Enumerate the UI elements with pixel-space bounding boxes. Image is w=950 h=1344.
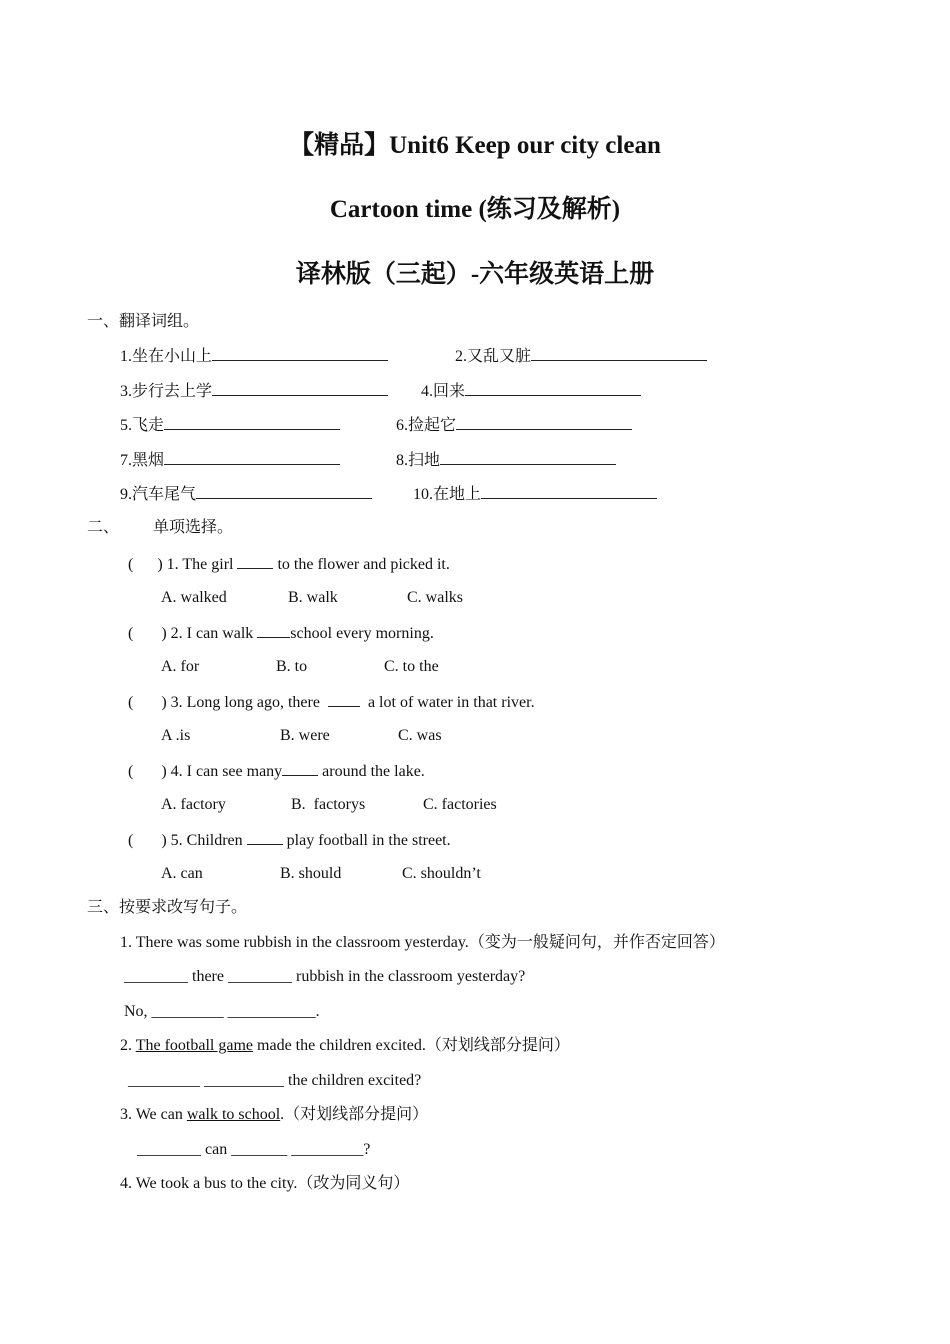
rewrite-question-2: 2. The football game made the children excited.（对划线部分提问） bbox=[120, 1037, 570, 1054]
option-c[interactable]: C. walks bbox=[407, 589, 463, 606]
answer-blank[interactable] bbox=[440, 449, 616, 465]
question-row: ( ) 4. I can see many around the lake. bbox=[128, 760, 425, 782]
option-b[interactable]: B. were bbox=[280, 727, 330, 744]
answer-blank[interactable] bbox=[282, 760, 318, 776]
answer-blank[interactable] bbox=[465, 380, 641, 396]
answer-blank[interactable] bbox=[247, 829, 283, 845]
section-3-heading: 三、按要求改写句子。 bbox=[87, 899, 248, 916]
title-line-3: 译林版（三起）-六年级英语上册 bbox=[295, 261, 655, 288]
answer-line: ________ there ________ rubbish in the classroom yesterday? bbox=[124, 968, 526, 985]
phrase-item: 5.飞走 bbox=[120, 414, 340, 436]
option-b[interactable]: B. factorys bbox=[291, 796, 366, 813]
answer-blank[interactable] bbox=[531, 345, 707, 361]
answer-line: No, _________ ___________. bbox=[124, 1003, 320, 1020]
answer-blank[interactable] bbox=[212, 345, 388, 361]
title-line-2: Cartoon time (练习及解析) bbox=[329, 196, 621, 223]
answer-blank[interactable] bbox=[328, 691, 360, 707]
option-c[interactable]: C. shouldn’t bbox=[402, 865, 481, 882]
section-1-heading: 一、翻译词组。 bbox=[87, 313, 200, 330]
phrase-item: 9.汽车尾气 bbox=[120, 483, 372, 505]
option-a[interactable]: A. walked bbox=[161, 589, 227, 606]
option-a[interactable]: A. factory bbox=[161, 796, 226, 813]
option-b[interactable]: B. should bbox=[280, 865, 342, 882]
phrase-item: 3.步行去上学 bbox=[120, 380, 388, 402]
title-line-1: 【精品】Unit6 Keep our city clean bbox=[289, 132, 661, 159]
rewrite-question-4: 4. We took a bus to the city.（改为同义句） bbox=[120, 1175, 410, 1192]
phrase-item: 7.黑烟 bbox=[120, 449, 340, 471]
question-row: ( ) 3. Long long ago, there a lot of water in that river. bbox=[128, 691, 535, 713]
phrase-item: 4.回来 bbox=[421, 380, 641, 402]
option-b[interactable]: B. to bbox=[276, 658, 308, 675]
section-2-heading: 二、 单项选择。 bbox=[87, 519, 234, 536]
option-b[interactable]: B. walk bbox=[288, 589, 338, 606]
answer-line: ________ can _______ _________? bbox=[137, 1141, 371, 1158]
answer-blank[interactable] bbox=[257, 622, 290, 638]
underlined-phrase: walk to school bbox=[186, 1106, 281, 1123]
question-row: ( ) 5. Children play football in the street. bbox=[128, 829, 451, 851]
phrase-item: 10.在地上 bbox=[413, 483, 657, 505]
option-a[interactable]: A .is bbox=[161, 727, 191, 744]
rewrite-question-3: 3. We can walk to school.（对划线部分提问） bbox=[120, 1106, 429, 1123]
answer-blank[interactable] bbox=[164, 449, 340, 465]
answer-blank[interactable] bbox=[164, 414, 340, 430]
option-c[interactable]: C. factories bbox=[423, 796, 497, 813]
phrase-item: 6.捡起它 bbox=[396, 414, 632, 436]
option-c[interactable]: C. to the bbox=[384, 658, 439, 675]
phrase-item: 2.又乱又脏 bbox=[455, 345, 707, 367]
question-row: ( ) 1. The girl to the flower and picked it. bbox=[128, 553, 450, 575]
answer-blank[interactable] bbox=[456, 414, 632, 430]
answer-blank[interactable] bbox=[481, 483, 657, 499]
phrase-item: 1.坐在小山上 bbox=[120, 345, 388, 367]
underlined-phrase: The football game bbox=[135, 1037, 254, 1054]
answer-blank[interactable] bbox=[212, 380, 388, 396]
answer-blank[interactable] bbox=[237, 553, 273, 569]
answer-line: _________ __________ the children excited? bbox=[128, 1072, 422, 1089]
option-a[interactable]: A. can bbox=[161, 865, 203, 882]
option-a[interactable]: A. for bbox=[161, 658, 200, 675]
rewrite-question-1: 1. There was some rubbish in the classroom yesterday.（变为一般疑问句，并作否定回答） bbox=[120, 934, 725, 951]
option-c[interactable]: C. was bbox=[398, 727, 442, 744]
question-row: ( ) 2. I can walk school every morning. bbox=[128, 622, 434, 644]
answer-blank[interactable] bbox=[196, 483, 372, 499]
phrase-item: 8.扫地 bbox=[396, 449, 616, 471]
